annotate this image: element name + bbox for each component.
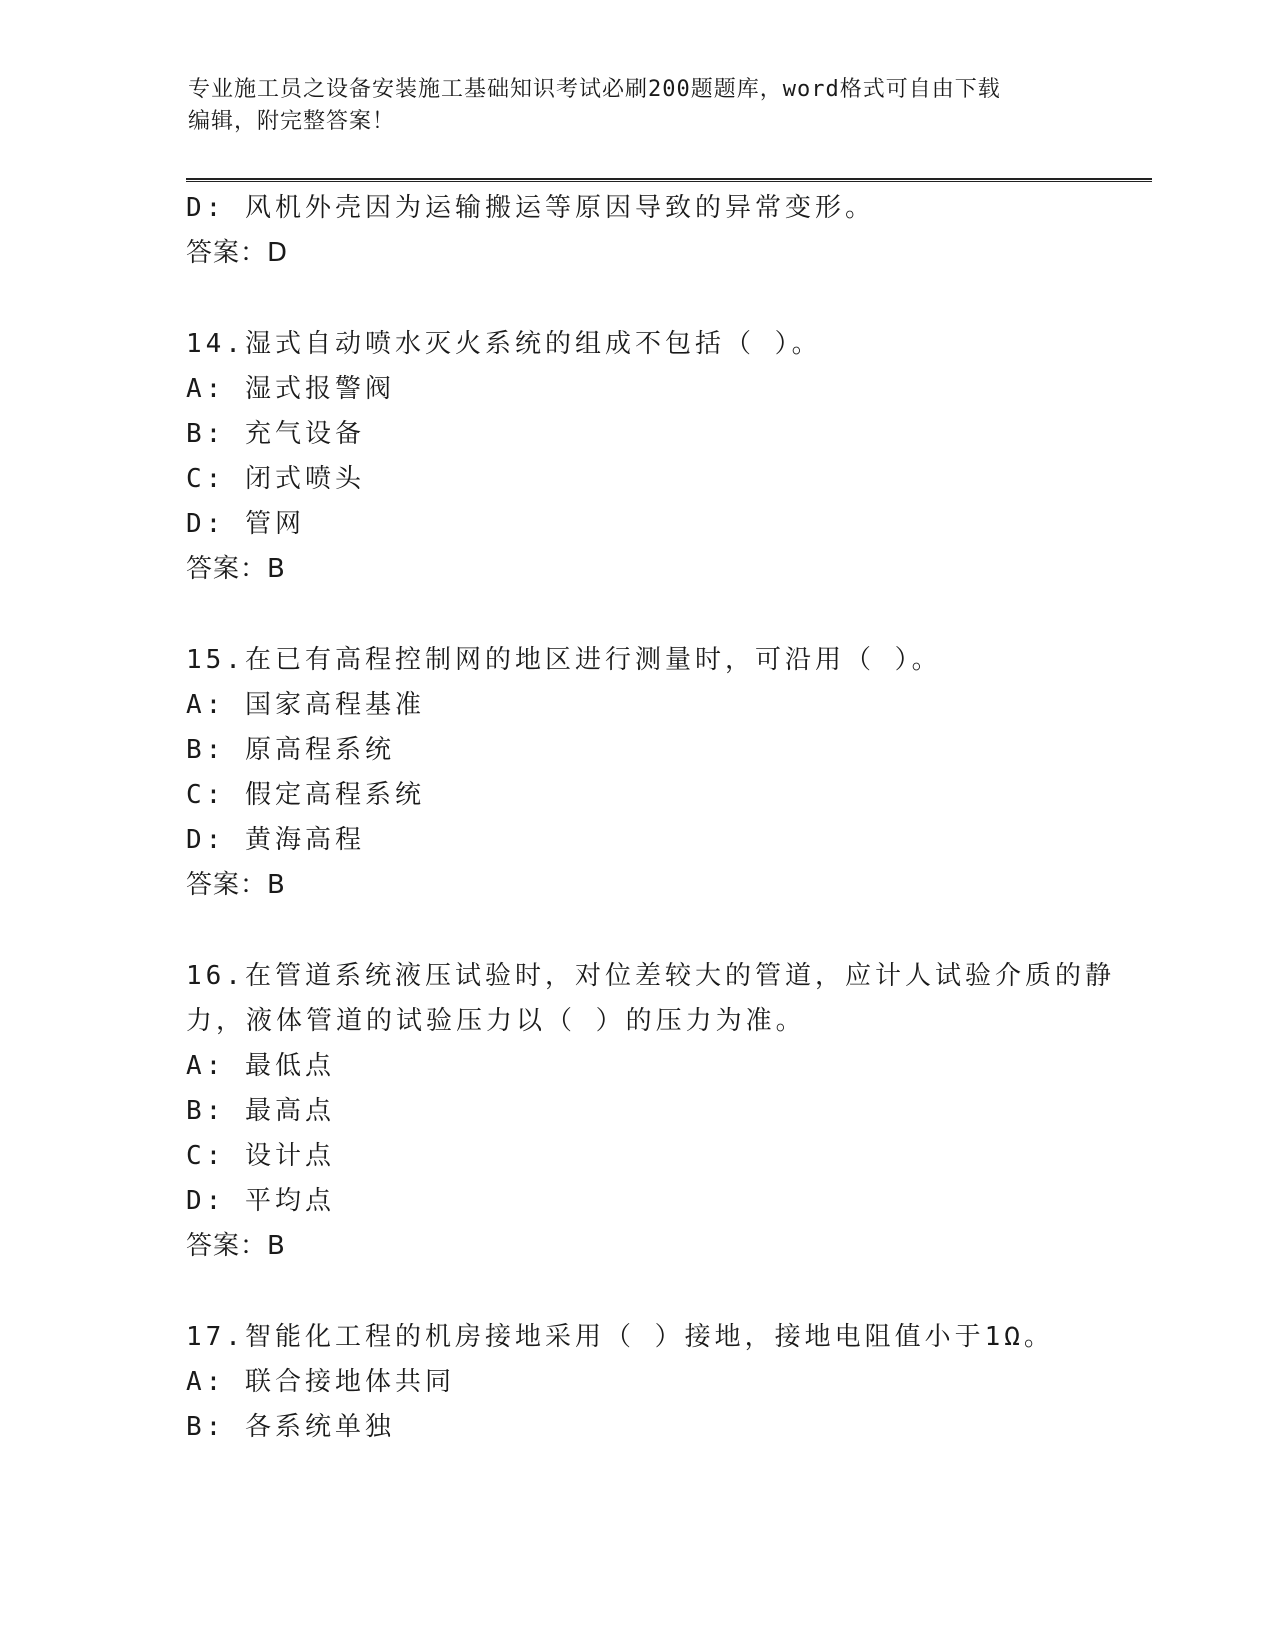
header-title-line-2: 编辑，附完整答案！ (188, 109, 396, 134)
question-14 (186, 322, 1086, 592)
option-b: B: 各系统单独 (186, 1412, 395, 1442)
option-b: B: 最高点 (186, 1096, 335, 1126)
option-c: C: 闭式喷头 (186, 464, 365, 494)
answer: 答案：B (186, 870, 286, 900)
question-text: 14.湿式自动喷水灭火系统的组成不包括（ ）。 (186, 329, 822, 359)
page-header (188, 74, 1068, 138)
option-d: D: 风机外壳因为运输搬运等原因导致的异常变形。 (186, 193, 875, 223)
option-d: D: 黄海高程 (186, 825, 365, 855)
option-a: A: 湿式报警阀 (186, 374, 395, 404)
question-list (186, 186, 1115, 1450)
option-d: D: 平均点 (186, 1186, 335, 1216)
option-b: B: 充气设备 (186, 419, 365, 449)
answer: 答案：B (186, 1231, 286, 1261)
question-text: 15.在已有高程控制网的地区进行测量时，可沿用（ ）。 (186, 645, 942, 675)
answer: 答案：B (186, 554, 286, 584)
header-title-line-1: 专业施工员之设备安装施工基础知识考试必刷200题题库，word格式可自由下载 (188, 77, 1001, 102)
question-15 (186, 638, 1086, 908)
question-text-line-2: 力，液体管道的试验压力以（ ）的压力为准。 (186, 1006, 806, 1036)
question-16 (186, 954, 1115, 1269)
question-text: 17.智能化工程的机房接地采用（ ）接地，接地电阻值小于1Ω。 (186, 1322, 1054, 1352)
option-c: C: 设计点 (186, 1141, 335, 1171)
option-a: A: 国家高程基准 (186, 690, 425, 720)
question-text-line-1: 16.在管道系统液压试验时，对位差较大的管道，应计人试验介质的静 (186, 961, 1115, 991)
option-a: A: 联合接地体共同 (186, 1367, 455, 1397)
option-d: D: 管网 (186, 509, 305, 539)
option-a: A: 最低点 (186, 1051, 335, 1081)
question-17 (186, 1315, 1086, 1450)
header-divider (186, 178, 1152, 182)
answer: 答案：D (186, 238, 289, 268)
option-b: B: 原高程系统 (186, 735, 395, 765)
option-c: C: 假定高程系统 (186, 780, 425, 810)
